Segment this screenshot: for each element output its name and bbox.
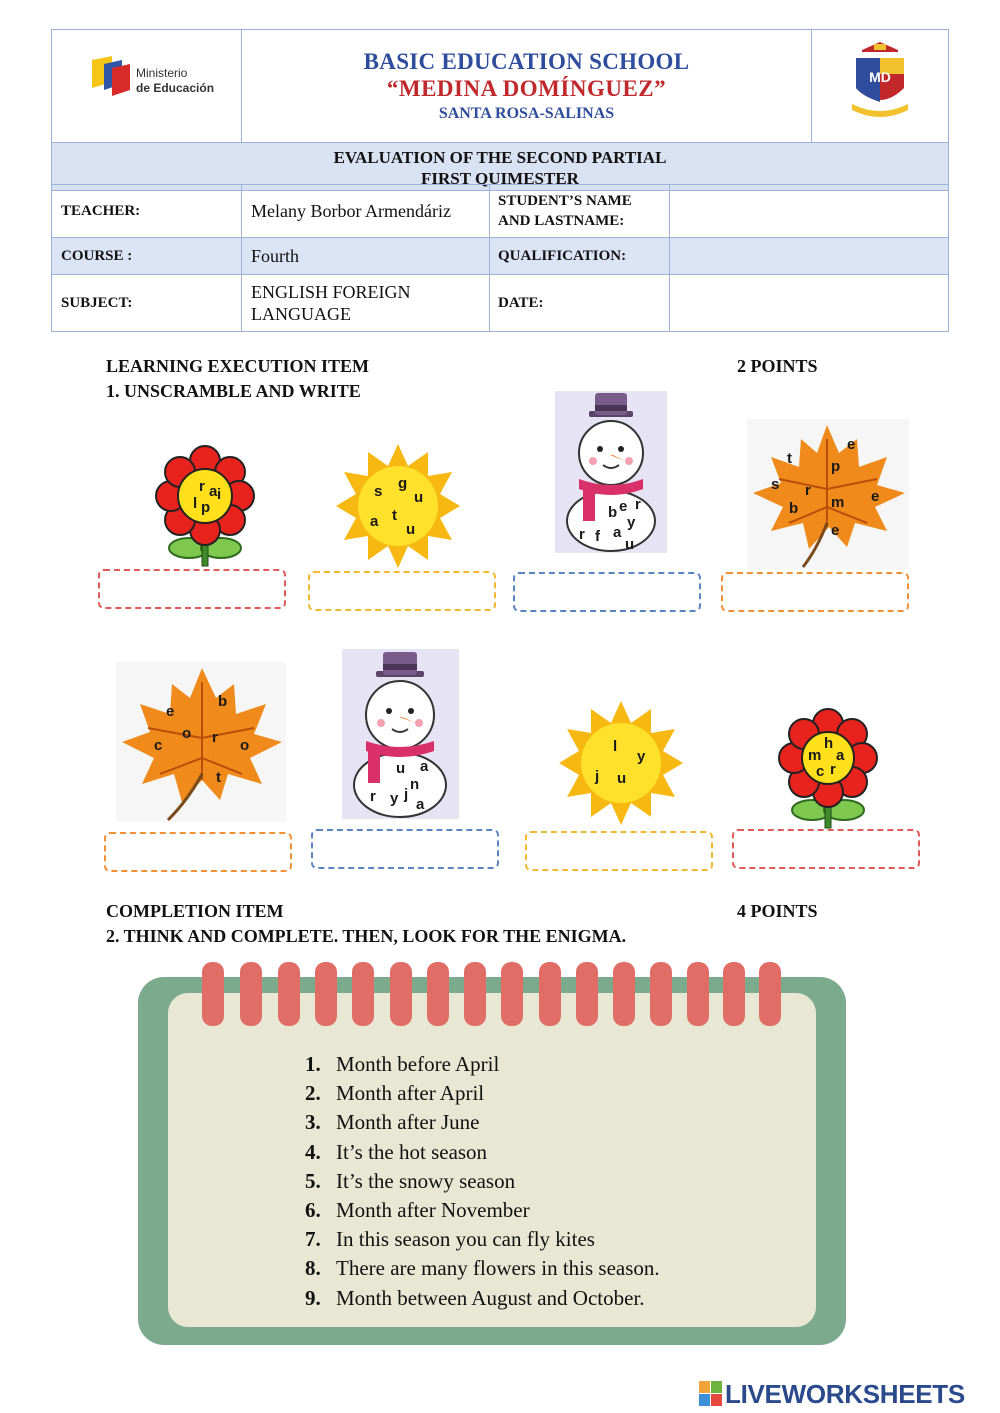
svg-text:s: s — [771, 476, 780, 493]
clue-item — [305, 1050, 660, 1079]
clue-item — [305, 1254, 660, 1283]
clue-number: 5. — [305, 1168, 321, 1193]
liveworksheets-icon — [699, 1381, 723, 1407]
school-name-line2: “MEDINA DOMÍNGUEZ” — [386, 76, 667, 101]
svg-text:r: r — [635, 496, 641, 513]
clue-text: It’s the snowy season — [336, 1168, 516, 1193]
svg-text:e: e — [871, 488, 880, 505]
course-label: COURSE : — [52, 238, 242, 275]
snowman-picture-3 — [555, 391, 667, 553]
ring — [464, 962, 486, 1026]
clue-text: Month between August and October. — [336, 1285, 645, 1310]
section1-points: 2 POINTS — [737, 356, 818, 376]
clue-number: 4. — [305, 1139, 321, 1164]
svg-text:y: y — [637, 748, 646, 765]
svg-text:r: r — [199, 478, 205, 495]
answer-box-7[interactable] — [525, 831, 713, 871]
ministry-logo — [90, 54, 220, 114]
svg-text:u: u — [414, 489, 424, 506]
svg-text:a: a — [420, 758, 429, 775]
school-crest-icon — [812, 30, 948, 137]
clue-item — [305, 1225, 660, 1254]
section2-points: 4 POINTS — [737, 901, 818, 921]
svg-text:e: e — [619, 498, 628, 515]
ring — [759, 962, 781, 1026]
svg-text:o: o — [182, 725, 192, 742]
svg-text:t: t — [392, 507, 397, 524]
svg-text:p: p — [201, 499, 211, 516]
subject-value-line1: ENGLISH FOREIGN — [251, 282, 411, 302]
svg-text:b: b — [608, 504, 618, 521]
clue-number: 6. — [305, 1198, 321, 1223]
clue-text: Month after April — [336, 1081, 485, 1106]
clue-number: 3. — [305, 1110, 321, 1135]
clue-item — [305, 1138, 660, 1167]
answer-box-8[interactable] — [732, 829, 920, 869]
section1-instruction: 1. UNSCRAMBLE AND WRITE — [106, 381, 361, 401]
svg-text:y: y — [627, 514, 636, 531]
svg-text:f: f — [595, 528, 600, 545]
date-field[interactable] — [670, 275, 949, 332]
crest-letters: MD — [869, 69, 891, 85]
svg-text:r: r — [830, 761, 836, 778]
svg-text:r: r — [370, 788, 376, 805]
svg-text:r: r — [579, 526, 585, 543]
liveworksheets-text: LIVEWORKSHEETS — [725, 1379, 965, 1409]
svg-text:e: e — [166, 703, 175, 720]
clue-item — [305, 1284, 660, 1313]
ring — [576, 962, 598, 1026]
ring — [539, 962, 561, 1026]
date-label: DATE: — [490, 275, 670, 332]
svg-text:s: s — [374, 483, 383, 500]
clue-text: It’s the hot season — [336, 1139, 488, 1164]
svg-text:m: m — [808, 747, 822, 764]
school-name-line1: BASIC EDUCATION SCHOOL — [363, 49, 690, 74]
svg-text:b: b — [218, 693, 228, 710]
svg-text:t: t — [216, 769, 221, 786]
clue-item — [305, 1079, 660, 1108]
answer-box-4[interactable] — [721, 572, 909, 612]
clue-text: Month after November — [336, 1198, 530, 1223]
ring — [723, 962, 745, 1026]
section1-heading: LEARNING EXECUTION ITEM — [106, 356, 370, 376]
answer-box-2[interactable] — [308, 571, 496, 611]
svg-text:a: a — [416, 796, 425, 813]
answer-box-1[interactable] — [98, 569, 286, 609]
svg-text:l: l — [613, 738, 618, 755]
svg-text:r: r — [805, 482, 811, 499]
svg-text:l: l — [193, 495, 198, 512]
school-crest-cell — [812, 30, 949, 143]
ministry-line2: de Educación — [136, 81, 215, 95]
clue-text: Month after June — [336, 1110, 480, 1135]
clue-number: 8. — [305, 1256, 321, 1281]
clue-list — [305, 1050, 660, 1313]
subject-value-line2: LANGUAGE — [251, 304, 351, 324]
svg-text:t: t — [787, 450, 792, 467]
svg-text:o: o — [240, 737, 250, 754]
svg-text:r: r — [212, 729, 218, 746]
answer-box-3[interactable] — [513, 572, 701, 612]
student-name-label-line1: STUDENT’S NAME — [498, 193, 632, 209]
student-name-field[interactable] — [670, 185, 949, 238]
school-location: SANTA ROSA-SALINAS — [438, 105, 615, 122]
ministry-logo-cell — [52, 30, 242, 143]
clue-item — [305, 1167, 660, 1196]
ministry-line1: Ministerio — [136, 66, 188, 80]
qualification-field[interactable] — [670, 238, 949, 275]
flower-picture-1 — [145, 436, 265, 570]
subject-label: SUBJECT: — [52, 275, 242, 332]
student-name-label — [490, 185, 670, 238]
svg-text:u: u — [396, 760, 406, 777]
svg-text:u: u — [617, 770, 627, 787]
ring — [202, 962, 224, 1026]
ring — [501, 962, 523, 1026]
svg-text:h: h — [824, 735, 834, 752]
svg-text:j: j — [404, 786, 409, 803]
clue-item — [305, 1108, 660, 1137]
svg-text:e: e — [847, 436, 856, 453]
svg-text:j: j — [595, 768, 600, 785]
teacher-label: TEACHER: — [52, 185, 242, 238]
svg-text:b: b — [789, 500, 799, 517]
sun-picture-7 — [559, 701, 683, 825]
clue-number: 2. — [305, 1081, 321, 1106]
flower-picture-8 — [770, 700, 886, 830]
section2-heading: COMPLETION ITEM — [106, 901, 284, 921]
leaf-picture-5 — [116, 662, 286, 822]
ring — [240, 962, 262, 1026]
subject-value — [242, 275, 490, 332]
svg-text:c: c — [816, 763, 825, 780]
clue-number: 7. — [305, 1227, 321, 1252]
svg-text:u: u — [625, 536, 635, 553]
info-table — [51, 184, 949, 332]
ring — [315, 962, 337, 1026]
svg-text:e: e — [831, 522, 840, 539]
clue-text: In this season you can fly kites — [336, 1227, 595, 1252]
clue-text: There are many flowers in this season. — [336, 1256, 660, 1281]
answer-box-5[interactable] — [104, 832, 292, 872]
evaluation-title-line1: EVALUATION OF THE SECOND PARTIAL — [333, 147, 667, 167]
snowman-picture-6 — [342, 649, 459, 819]
sun-picture-2 — [336, 444, 460, 568]
svg-text:m: m — [831, 494, 845, 511]
svg-text:a: a — [209, 483, 218, 500]
svg-text:c: c — [154, 737, 163, 754]
clue-number: 9. — [305, 1285, 321, 1310]
ring — [613, 962, 635, 1026]
leaf-picture-4 — [747, 419, 909, 569]
teacher-value: Melany Borbor Armendáriz — [242, 185, 490, 238]
ring — [390, 962, 412, 1026]
student-name-label-line2: AND LASTNAME: — [498, 213, 625, 229]
svg-text:n: n — [410, 776, 420, 793]
svg-text:p: p — [831, 458, 841, 475]
answer-box-6[interactable] — [311, 829, 499, 869]
svg-text:i: i — [217, 486, 222, 503]
ring — [427, 962, 449, 1026]
evaluation-title-line2: FIRST QUIMESTER — [421, 168, 579, 188]
ring — [650, 962, 672, 1026]
header-table — [51, 29, 949, 191]
svg-text:g: g — [398, 475, 408, 492]
clue-item — [305, 1196, 660, 1225]
school-title-cell — [242, 30, 812, 143]
ring — [687, 962, 709, 1026]
course-value: Fourth — [242, 238, 490, 275]
svg-text:a: a — [370, 513, 379, 530]
svg-text:a: a — [836, 747, 845, 764]
ring — [278, 962, 300, 1026]
svg-text:u: u — [406, 521, 416, 538]
clue-number: 1. — [305, 1052, 321, 1076]
svg-text:a: a — [613, 524, 622, 541]
ministry-flag-icon — [90, 54, 134, 100]
clue-text: Month before April — [336, 1052, 500, 1076]
svg-text:y: y — [390, 790, 399, 807]
section2-instruction: 2. THINK AND COMPLETE. THEN, LOOK FOR THE ENIGMA. — [106, 926, 627, 946]
liveworksheets-logo — [699, 1379, 995, 1409]
ring — [352, 962, 374, 1026]
qualification-label: QUALIFICATION: — [490, 238, 670, 275]
